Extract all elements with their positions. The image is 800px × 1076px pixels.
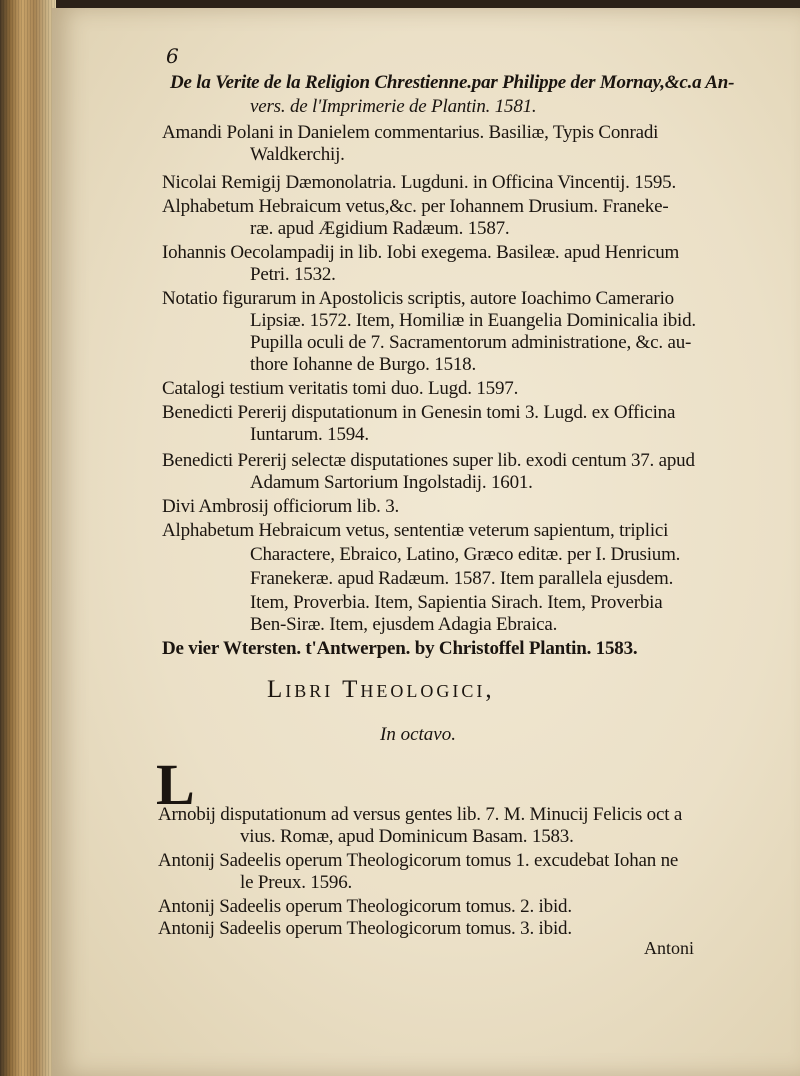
entry-line: Benedicti Pererij disputationum in Genesin tomi 3. Lugd. ex Officina	[162, 402, 676, 423]
entry-line: Alphabetum Hebraicum vetus,&c. per Iohannem Drusium. Franeke-	[162, 196, 669, 217]
drop-cap: L	[156, 752, 195, 817]
entry-line: Amandi Polani in Danielem commentarius. Basiliæ, Typis Conradi	[162, 122, 659, 143]
entry-line: Antonij Sadeelis operum Theologicorum tomus. 2. ibid.	[158, 896, 572, 917]
catchword: Antoni	[644, 938, 695, 958]
entry-line: vius. Romæ, apud Dominicum Basam. 1583.	[240, 826, 574, 847]
entry-line: Antonij Sadeelis operum Theologicorum tomus 1. excudebat Iohan ne	[158, 850, 679, 871]
entry-line: Alphabetum Hebraicum vetus, sententiæ veterum sapientum, triplici	[162, 520, 669, 541]
entry-line: Ben-Siræ. Item, ejusdem Adagia Ebraica.	[250, 614, 558, 635]
blackletter-entry: De vier Wtersten. t'Antwerpen. by Christoffel Plantin. 1583.	[162, 638, 638, 659]
section-title: Libri Theologici,	[267, 676, 495, 703]
section-subtitle: In octavo.	[380, 724, 456, 745]
entry-line: vers. de l'Imprimerie de Plantin. 1581.	[250, 96, 537, 117]
entry-line: De la Verite de la Religion Chrestienne.par Philippe der Mornay,&c.a An-	[170, 72, 735, 93]
entry-line: Waldkerchij.	[250, 144, 345, 165]
entry-line: thore Iohanne de Burgo. 1518.	[250, 354, 477, 375]
entry-line: Charactere, Ebraico, Latino, Græco editæ. per I. Drusium.	[250, 544, 681, 565]
entry-line: Antonij Sadeelis operum Theologicorum tomus. 3. ibid.	[158, 918, 572, 939]
entry-line: Nicolai Remigij Dæmonolatria. Lugduni. in Officina Vincentij. 1595.	[162, 172, 677, 193]
entry-line: Petri. 1532.	[250, 264, 336, 285]
page-edges	[0, 0, 56, 1076]
entry-line: Item, Proverbia. Item, Sapientia Sirach. Item, Proverbia	[250, 592, 663, 613]
entry-line: Iohannis Oecolampadij in lib. Iobi exegema. Basileæ. apud Henricum	[162, 242, 680, 263]
entry-line: ræ. apud Ægidium Radæum. 1587.	[250, 218, 510, 239]
page-number: 6	[166, 44, 179, 68]
entry-line: le Preux. 1596.	[240, 872, 353, 893]
entry-line: Notatio figurarum in Apostolicis scriptis, autore Ioachimo Camerario	[162, 288, 674, 309]
entry-line: Iuntarum. 1594.	[250, 424, 369, 445]
entry-line: Adamum Sartorium Ingolstadij. 1601.	[250, 472, 533, 493]
entry-line: Pupilla oculi de 7. Sacramentorum administratione, &c. au-	[250, 332, 692, 353]
entry-line: Lipsiæ. 1572. Item, Homiliæ in Euangelia Dominicalia ibid.	[250, 310, 696, 331]
entry-line: Benedicti Pererij selectæ disputationes super lib. exodi centum 37. apud	[162, 450, 695, 471]
entry-line: Catalogi testium veritatis tomi duo. Lugd. 1597.	[162, 378, 519, 399]
entry-line: Arnobij disputationum ad versus gentes lib. 7. M. Minucij Felicis oct a	[158, 804, 683, 825]
entry-line: Divi Ambrosij officiorum lib. 3.	[162, 496, 400, 517]
book-page	[52, 8, 800, 1076]
entry-line: Franekeræ. apud Radæum. 1587. Item parallela ejusdem.	[250, 568, 674, 589]
